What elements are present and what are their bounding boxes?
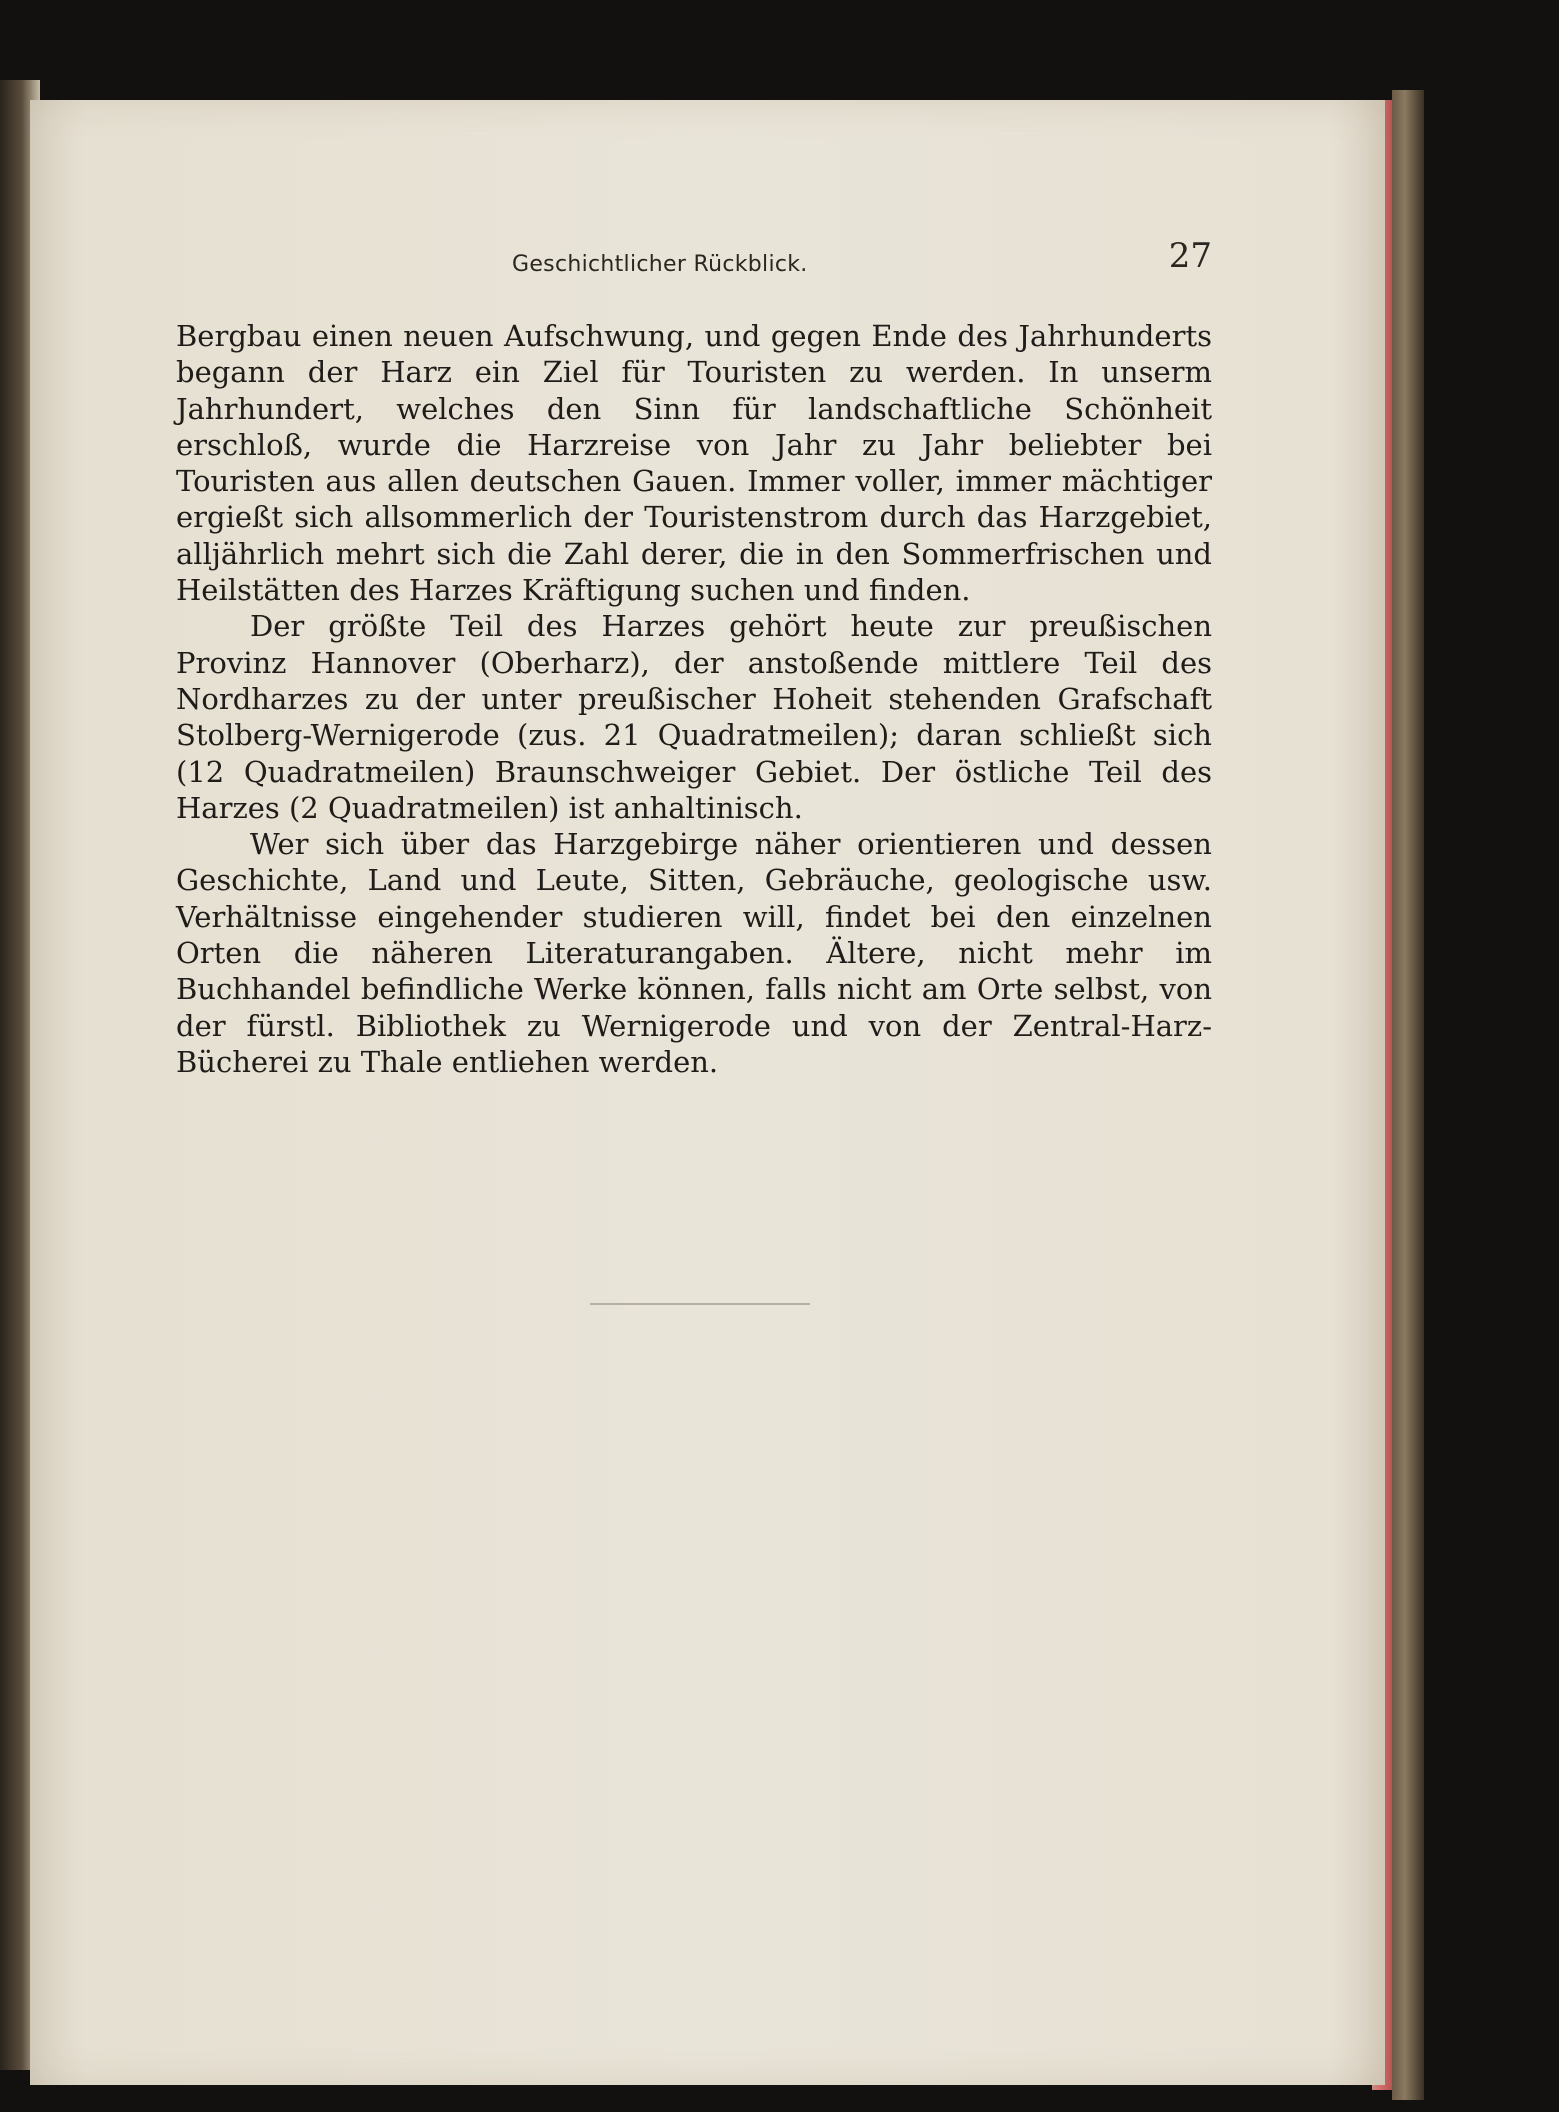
paragraph-3: Wer sich über das Harzgebirge näher orientieren und dessen Geschichte, Land und Leute, Sitten, Gebräuche, geologische usw. Verhältnisse eingehender studieren will, findet bei den einzelnen Orten die näheren Literaturangaben. Ältere, nicht mehr im Buchhandel befindliche Werke können, falls nicht am Orte selbst, von der fürstl. Bibliothek zu Wernigerode und von der Zentral-Harz-Bücherei zu Thale entliehen werden.: [176, 827, 1212, 1079]
book-edge-right: [1392, 90, 1424, 2100]
page-header: [176, 236, 1212, 296]
paragraph-2: Der größte Teil des Harzes gehört heute zur preußischen Provinz Hannover (Oberharz), der anstoßende mittlere Teil des Nordharzes zu der unter preußischer Hoheit stehenden Grafschaft Stolberg-Wernigerode (zus. 21 Quadratmeilen); daran schließt sich (12 Quadratmeilen) Braunschweiger Gebiet. Der östliche Teil des Harzes (2 Quadratmeilen) ist anhaltinisch.: [176, 609, 1212, 825]
running-title: Geschichtlicher Rückblick.: [512, 252, 808, 277]
page-number: 27: [1168, 236, 1212, 276]
section-divider: [590, 1303, 810, 1305]
body-text: [176, 318, 1212, 1080]
paragraph-1: Bergbau einen neuen Aufschwung, und gegen Ende des Jahrhunderts begann der Harz ein Ziel für Touristen zu werden. In unserm Jahrhundert, welches den Sinn für landschaftliche Schönheit erschloß, wurde die Harzreise von Jahr zu Jahr beliebter bei Touristen aus allen deutschen Gauen. Immer voller, immer mächtiger ergießt sich allsommerlich der Touristenstrom durch das Harzgebiet, alljährlich mehrt sich die Zahl derer, die in den Sommerfrischen und Heilstätten des Harzes Kräftigung suchen und finden.: [176, 319, 1212, 608]
